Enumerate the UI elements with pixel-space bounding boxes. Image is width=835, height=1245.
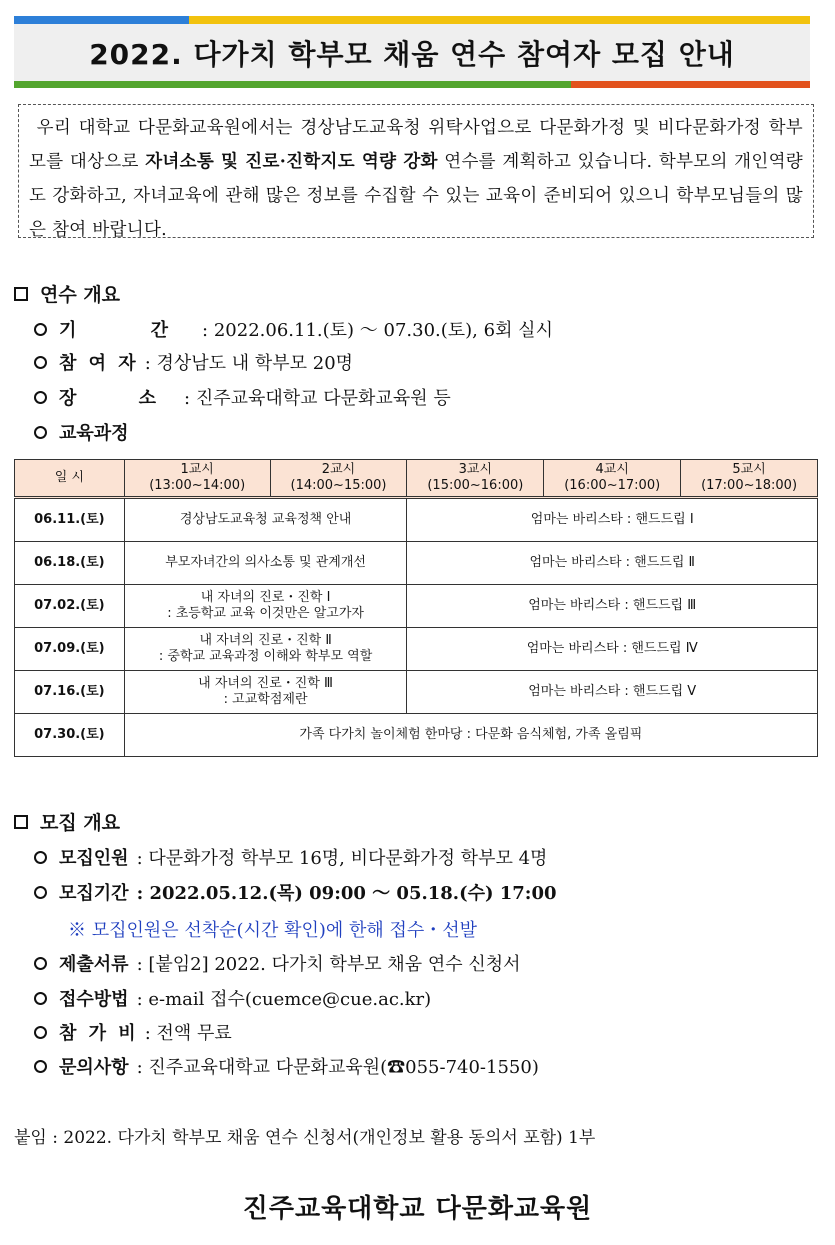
header-period: 2교시 (14:00~15:00) [270,460,407,498]
header-date: 일 시 [15,460,125,498]
row-session-full: 가족 다가치 놀이체험 한마당 : 다문화 음식체험, 가족 올림픽 [124,714,817,757]
header-period: 5교시 (17:00~18:00) [681,460,818,498]
title-banner [14,16,810,88]
overview-heading-text: 연수 개요 [40,284,121,306]
circle-bullet-icon [34,323,47,336]
row-date: 07.30.(토) [15,714,125,757]
header-period: 4교시 (16:00~17:00) [544,460,681,498]
circle-bullet-icon [34,391,47,404]
overview-value: : 경상남도 내 학부모 20명 [144,353,354,374]
recruit-label: 문의사항 [59,1057,129,1078]
recruit-value: : 다문화가정 학부모 16명, 비다문화가정 학부모 4명 [136,848,548,869]
overview-item-participants [34,349,353,375]
recruit-value: : 2022.05.12.(목) 09:00 ～ 05.18.(수) 17:00 [136,883,557,904]
circle-bullet-icon [34,1060,47,1073]
table-row [15,498,818,542]
row-date: 06.11.(토) [15,498,125,542]
row-session-left: 내 자녀의 진로・진학 Ⅰ : 초등학교 교육 이것만은 알고가자 [124,585,407,628]
recruit-label: 제출서류 [59,954,129,975]
header-period: 1교시 (13:00~14:00) [124,460,270,498]
overview-value: : 2022.06.11.(토) ～ 07.30.(토), 6회 실시 [202,320,553,341]
circle-bullet-icon [34,957,47,970]
schedule-table [14,459,818,757]
row-session-right: 엄마는 바리스타 : 핸드드립 Ⅴ [407,671,818,714]
recruit-value: : 전액 무료 [144,1023,232,1044]
circle-bullet-icon [34,992,47,1005]
table-row [15,671,818,714]
page-title: 2022. 다가치 학부모 채움 연수 참여자 모집 안내 [89,37,735,71]
overview-label: 교육과정 [59,423,129,444]
intro-text-2: 연수를 계획하고 있습니다. 학부모의 개인역량도 강화하고, 자녀교육에 관해 많은 정보를 수집할 수 있는 교육이 준비되어 있으니 학부모님들의 많은 참여 바랍니다. [29,152,803,240]
table-row [15,628,818,671]
overview-heading [14,280,120,307]
recruit-item-period [34,879,557,905]
row-session-left: 내 자녀의 진로・진학 Ⅱ : 중학교 교육과정 이해와 학부모 역할 [124,628,407,671]
recruit-label: 접수방법 [59,989,129,1010]
intro-bold-text: 자녀소통 및 진로·진학지도 역량 강화 [145,152,438,172]
row-session-left: 내 자녀의 진로・진학 Ⅲ : 고교학점제란 [124,671,407,714]
header-period: 3교시 (15:00~16:00) [407,460,544,498]
table-header-row [15,460,818,498]
row-session-right: 엄마는 바리스타 : 핸드드립 Ⅳ [407,628,818,671]
title-top-bar [14,16,810,24]
row-session-left: 부모자녀간의 의사소통 및 관계개선 [124,542,407,585]
overview-label: 참 여 자 [59,353,139,374]
recruit-heading [14,808,120,835]
circle-bullet-icon [34,1026,47,1039]
recruit-label: 참 가 비 [59,1023,139,1044]
overview-item-curriculum [34,419,129,445]
square-bullet-icon [14,287,28,301]
circle-bullet-icon [34,851,47,864]
row-session-right: 엄마는 바리스타 : 핸드드립 Ⅱ [407,542,818,585]
table-row [15,714,818,757]
row-date: 07.09.(토) [15,628,125,671]
table-row [15,585,818,628]
circle-bullet-icon [34,356,47,369]
row-date: 07.02.(토) [15,585,125,628]
row-session-left: 경상남도교육청 교육정책 안내 [124,498,407,542]
title-bottom-bar [14,81,810,88]
circle-bullet-icon [34,426,47,439]
recruit-value: : e-mail 접수(cuemce@cue.ac.kr) [136,989,432,1010]
overview-item-period [34,316,553,342]
intro-box [18,104,814,238]
recruit-item-method [34,985,431,1011]
recruit-item-capacity [34,844,547,870]
title-background [14,24,810,81]
overview-label: 장 소 [59,388,185,409]
overview-label: 기 간 [59,320,203,341]
recruit-label: 모집인원 [59,848,129,869]
attachment-note: 붙임 : 2022. 다가치 학부모 채움 연수 신청서(개인정보 활용 동의서 포함) 1부 [14,1128,596,1148]
recruit-note: ※ 모집인원은 선착순(시간 확인)에 한해 접수・선발 [68,920,478,941]
intro-text-1: 우리 대학교 다문화교육원에서는 경상남도교육청 위탁사업으로 다문화가정 및 비다문화가정 학부모를 대상으로 [29,118,803,172]
recruit-label: 모집기간 [59,883,129,904]
table-row [15,542,818,585]
row-session-right: 엄마는 바리스타 : 핸드드립 Ⅰ [407,498,818,542]
circle-bullet-icon [34,886,47,899]
row-session-right: 엄마는 바리스타 : 핸드드립 Ⅲ [407,585,818,628]
square-bullet-icon [14,815,28,829]
recruit-item-documents [34,950,521,976]
overview-value: : 진주교육대학교 다문화교육원 등 [184,388,451,409]
recruit-item-fee [34,1019,232,1045]
recruit-value: : [붙임2] 2022. 다가치 학부모 채움 연수 신청서 [136,954,521,975]
recruit-item-contact [34,1053,539,1079]
recruit-value: : 진주교육대학교 다문화교육원(☎055-740-1550) [136,1057,539,1078]
organization-name: 진주교육대학교 다문화교육원 [242,1194,593,1224]
recruit-heading-text: 모집 개요 [40,812,121,834]
overview-item-location [34,384,451,410]
row-date: 06.18.(토) [15,542,125,585]
row-date: 07.16.(토) [15,671,125,714]
